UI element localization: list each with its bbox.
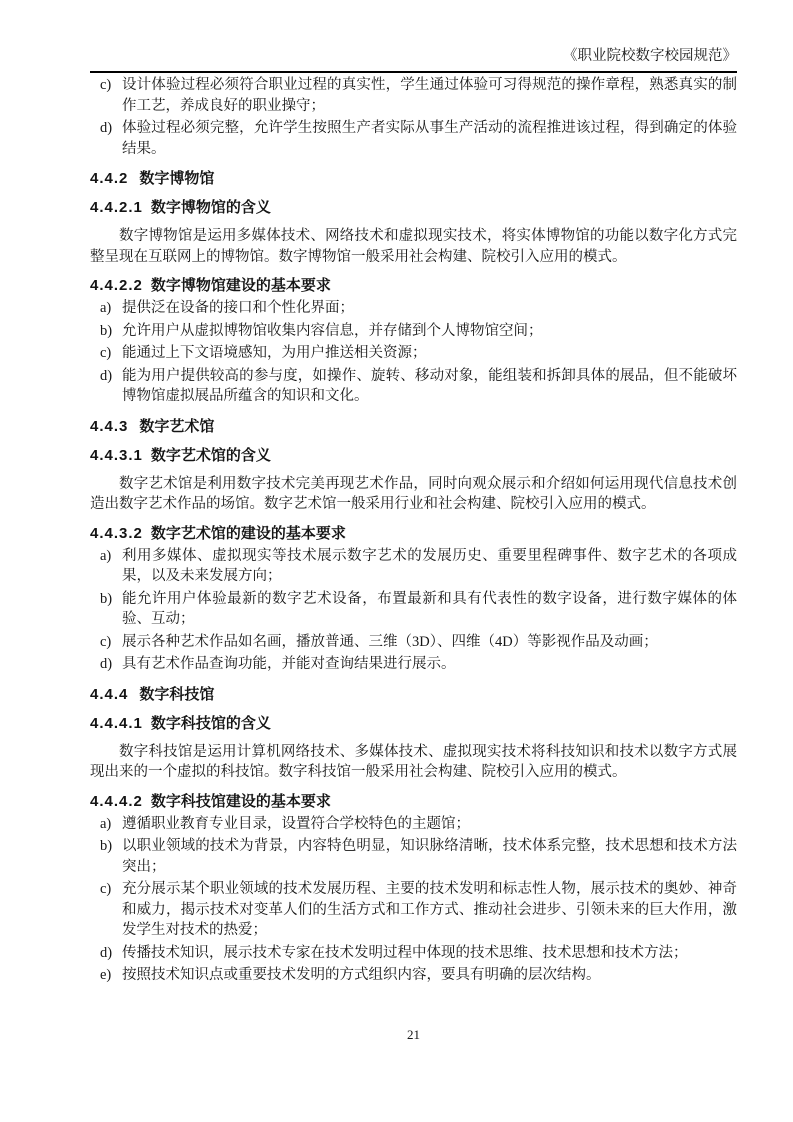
list-item-text: 具有艺术作品查询功能，并能对查询结果进行展示。: [122, 656, 456, 672]
heading-title: 数字艺术馆的建设的基本要求: [150, 524, 346, 542]
heading-number: 4.4.3: [90, 417, 129, 435]
list-item-label: d): [100, 367, 113, 384]
list-item-text: 按照技术知识点或重要技术发明的方式组织内容，要具有明确的层次结构。: [122, 967, 601, 983]
list-item: [90, 75, 737, 116]
heading-title: 数字科技馆建设的基本要求: [150, 792, 331, 810]
subsection-heading: [90, 713, 737, 734]
list-item: [90, 118, 737, 159]
list-item-text: 传播技术知识，展示技术专家在技术发明过程中体现的技术思维、技术思想和技术方法；: [122, 944, 688, 961]
list-item-text: 设计体验过程必须符合职业过程的真实性，学生通过体验可习得规范的操作章程，熟悉真实的制作工艺，养成良好的职业操守；: [122, 77, 737, 114]
list-item-label: d): [100, 656, 113, 672]
list-item: [90, 343, 737, 364]
heading-number: 4.4.4.2: [90, 792, 143, 810]
list-item-label: c): [100, 345, 112, 361]
list-item: [90, 654, 737, 675]
section-digital-art-gallery: [90, 416, 737, 675]
list-item-text: 以职业领域的技术为背景，内容特色明显，知识脉络清晰，技术体系完整，技术思想和技术方法突出；: [122, 838, 737, 875]
page-footer: [90, 1026, 737, 1044]
heading-number: 4.4.4.1: [90, 714, 143, 732]
heading-title: 数字艺术馆的含义: [150, 446, 271, 464]
section-digital-science-museum: [90, 684, 737, 986]
list-item-text: 能通过上下文语境感知，为用户推送相关资源；: [122, 345, 427, 361]
list-item-text: 提供泛在设备的接口和个性化界面；: [122, 300, 354, 316]
heading-title: 数字科技馆的含义: [150, 714, 271, 732]
heading-number: 4.4.2.1: [90, 199, 143, 216]
list-item-label: b): [100, 590, 113, 607]
list-item-text: 允许用户从虚拟博物馆收集内容信息，并存储到个人博物馆空间；: [122, 322, 543, 339]
list-item: [90, 589, 737, 630]
requirements-list: [90, 814, 737, 986]
list-item-label: a): [100, 815, 112, 832]
subsection-heading: [90, 523, 737, 544]
subsection-heading: [90, 275, 737, 296]
list-item-text: 展示各种艺术作品如名画，播放普通、三维（3D）、四维（4D）等影视作品及动画；: [122, 633, 658, 650]
list-item-label: b): [100, 322, 113, 339]
section-heading: [90, 684, 737, 705]
list-item-label: c): [100, 881, 112, 897]
list-item: [90, 814, 737, 835]
heading-title: 数字博物馆建设的基本要求: [150, 277, 331, 294]
page-number: 21: [407, 1027, 420, 1042]
heading-title: 数字科技馆: [139, 685, 215, 703]
list-item: [90, 943, 737, 964]
heading-title: 数字艺术馆: [139, 417, 215, 435]
definition-paragraph: 数字博物馆是运用多媒体技术、网络技术和虚拟现实技术，将实体博物馆的功能以数字化方式完整呈现在互联网上的博物馆。数字博物馆一般采用社会构建、院校引入应用的模式。: [90, 228, 737, 265]
list-item: [90, 965, 737, 986]
section-heading: [90, 168, 737, 189]
subsection-heading: [90, 197, 737, 218]
list-item: [90, 632, 737, 653]
document-title: 《职业院校数字校园规范》: [563, 48, 737, 64]
list-item: [90, 366, 737, 407]
heading-number: 4.4.3.2: [90, 524, 143, 542]
list-item-label: d): [100, 120, 113, 136]
section-heading: [90, 416, 737, 437]
list-item: [90, 836, 737, 877]
list-item: [90, 879, 737, 941]
subsection-heading: [90, 791, 737, 812]
list-item-label: a): [100, 547, 112, 564]
heading-title: 数字博物馆: [139, 170, 215, 187]
list-item-text: 遵循职业教育专业目录，设置符合学校特色的主题馆；: [122, 815, 470, 832]
intro-list: [90, 75, 737, 159]
definition-paragraph: 数字艺术馆是利用数字技术完美再现艺术作品，同时向观众展示和介绍如何运用现代信息技术创造出数字艺术作品的场馆。数字艺术馆一般采用行业和社会构建、院校引入应用的模式。: [90, 475, 737, 512]
list-item-text: 体验过程必须完整，允许学生按照生产者实际从事生产活动的流程推进该过程，得到确定的体验结果。: [122, 120, 737, 157]
heading-number: 4.4.2: [90, 170, 129, 187]
subsection-heading: [90, 445, 737, 466]
list-item-label: e): [100, 967, 112, 983]
list-item: [90, 298, 737, 319]
list-item-label: c): [100, 633, 112, 650]
list-item-label: b): [100, 838, 113, 854]
list-item: [90, 546, 737, 587]
list-item-text: 利用多媒体、虚拟现实等技术展示数字艺术的发展历史、重要里程碑事件、数字艺术的各项成果，以及未来发展方向；: [122, 547, 737, 584]
heading-number: 4.4.3.1: [90, 446, 143, 464]
section-digital-museum: [90, 168, 737, 407]
heading-number: 4.4.4: [90, 685, 129, 703]
list-item-text: 能为用户提供较高的参与度，如操作、旋转、移动对象，能组装和拆卸具体的展品，但不能破坏博物馆虚拟展品所蕴含的知识和文化。: [122, 367, 737, 404]
definition-paragraph: 数字科技馆是运用计算机网络技术、多媒体技术、虚拟现实技术将科技知识和技术以数字方式展现出来的一个虚拟的科技馆。数字科技馆一般采用社会构建、院校引入应用的模式。: [90, 743, 737, 780]
list-item: [90, 321, 737, 342]
page-header: [90, 46, 737, 73]
list-item-label: c): [100, 77, 112, 93]
list-item-text: 充分展示某个职业领域的技术发展历程、主要的技术发明和标志性人物，展示技术的奥妙、神奇和威力，揭示技术对变革人们的生活方式和工作方式、推动社会进步、引领未来的巨大作用，激发学生对技术的热爱；: [122, 881, 737, 938]
list-item-text: 能允许用户体验最新的数字艺术设备，布置最新和具有代表性的数字设备，进行数字媒体的体验、互动；: [122, 590, 737, 627]
list-item-label: d): [100, 944, 113, 961]
requirements-list: [90, 298, 737, 407]
heading-number: 4.4.2.2: [90, 277, 143, 294]
requirements-list: [90, 546, 737, 675]
list-item-label: a): [100, 300, 112, 316]
heading-title: 数字博物馆的含义: [150, 199, 271, 216]
